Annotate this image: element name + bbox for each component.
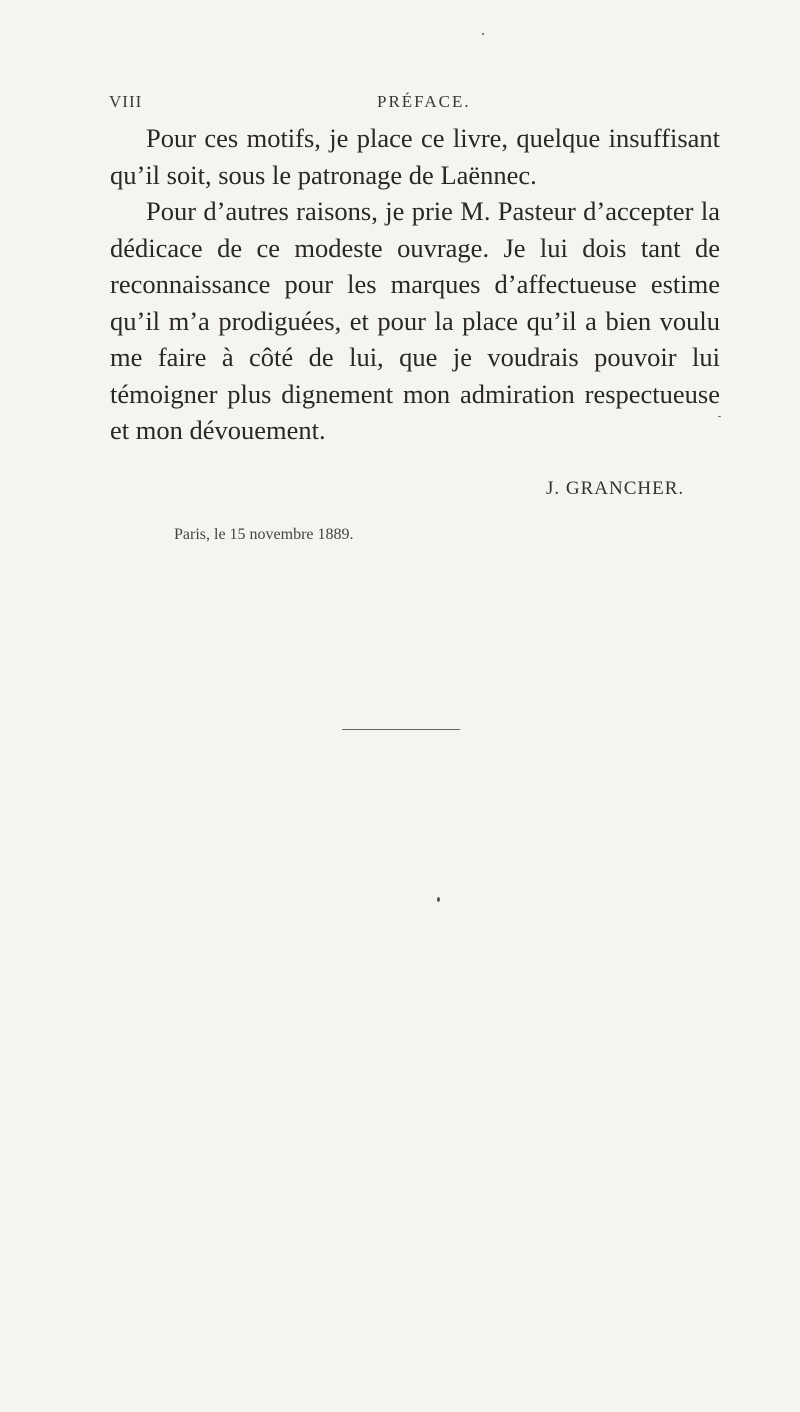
dateline: Paris, le 15 novembre 1889. [174,526,354,543]
ink-speck [482,33,484,35]
preface-text [110,120,720,449]
paragraph-1: Pour ces motifs, je place ce livre, quelque insuffisant qu’il soit, sous le patronage de Laënnec. [110,123,720,190]
author-signature: J. GRANCHER. [546,478,685,499]
running-title: PRÉFACE. [377,92,471,111]
ink-speck [718,416,721,417]
end-rule [342,729,460,730]
page-number: VIII [109,92,143,111]
ink-speck [437,897,440,902]
running-head [109,92,719,114]
paragraph-2: Pour d’autres raisons, je prie M. Pasteur d’accepter la dédicace de ce modeste ouvrage. Je lui dois tant de reconnaissance pour les marques d’affectueuse estime qu’il m’a prodiguées, et pour la place qu’il a bien voulu me faire à côté de lui, que je voudrais pouvoir lui témoigner plus dignement mon admiration respectueuse et mon dévouement. [110,196,720,445]
